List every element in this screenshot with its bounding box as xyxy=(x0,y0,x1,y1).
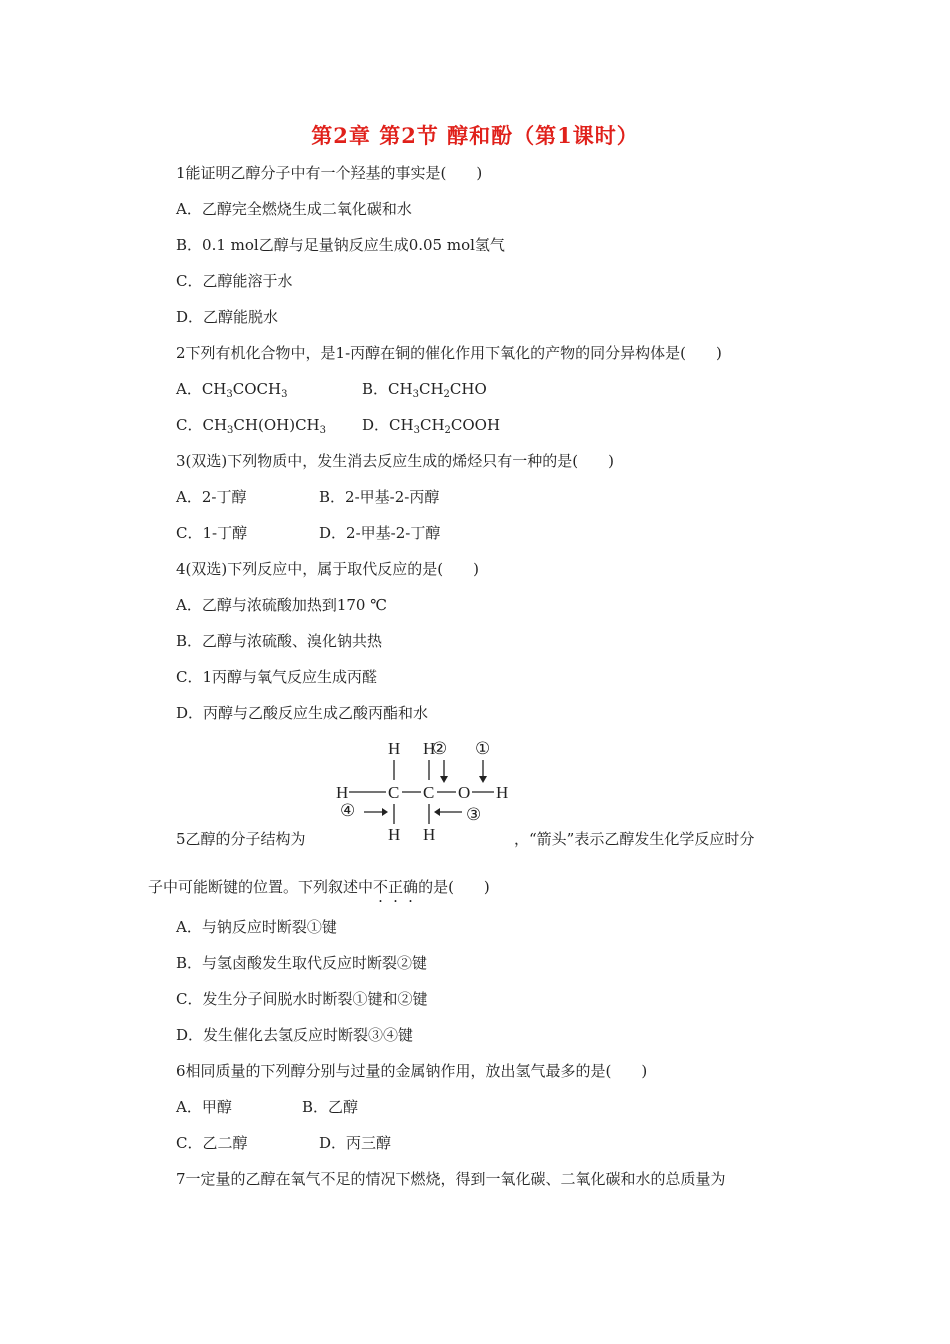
q1-stem: 1能证明乙醇分子中有一个羟基的事实是( ) xyxy=(176,164,483,182)
q3-option-a: A．2-丁醇 xyxy=(176,488,247,506)
q5-stem-line2 xyxy=(148,877,490,897)
q6-stem: 6相同质量的下列醇分别与过量的金属钠作用，放出氢气最多的是( ) xyxy=(176,1062,648,1080)
mark-4: ④ xyxy=(340,801,356,820)
ethanol-structure-diagram xyxy=(330,736,520,846)
q5-stem-line2-pre: 子中可能断键的位置。下列叙述中 xyxy=(148,878,374,896)
q2-option-a: A．$CH_3COCH_3$ xyxy=(176,380,288,400)
q1-option-b: B．0.1 mol乙醇与足量钠反应生成0.05 mol氢气 xyxy=(176,236,505,254)
q2-option-c: C．$CH_3CH(OH)CH_3$ xyxy=(176,416,326,436)
q6-option-c: C．乙二醇 xyxy=(176,1134,248,1152)
atom-o: O xyxy=(458,783,471,802)
q5-stem-line2-post: 的是( ) xyxy=(418,878,490,896)
q3-option-d: D．2-甲基-2-丁醇 xyxy=(319,524,441,542)
q2-option-b: B．$CH_3CH_2CHO$ xyxy=(362,380,487,400)
emphasis-char: 不 xyxy=(373,878,389,896)
q1-option-c: C．乙醇能溶于水 xyxy=(176,272,293,290)
atom-h-left: H xyxy=(336,783,349,802)
q2-stem: 2下列有机化合物中，是1-丙醇在铜的催化作用下氧化的产物的同分异构体是( ) xyxy=(176,344,722,362)
q4-option-a: A．乙醇与浓硫酸加热到170 ℃ xyxy=(176,596,388,614)
mark-2: ② xyxy=(432,739,448,758)
q4-stem: 4(双选)下列反应中，属于取代反应的是( ) xyxy=(176,560,479,578)
q1-option-a: A．乙醇完全燃烧生成二氧化碳和水 xyxy=(176,200,412,218)
q3-stem: 3(双选)下列物质中，发生消去反应生成的烯烃只有一种的是( ) xyxy=(176,452,614,470)
q3-option-b: B．2-甲基-2-丙醇 xyxy=(319,488,440,506)
q6-option-a: A．甲醇 xyxy=(176,1098,232,1116)
atom-h-top-2: H xyxy=(423,739,436,758)
emphasis-char: 正 xyxy=(388,878,404,896)
q5-option-d: D．发生催化去氢反应时断裂③④键 xyxy=(176,1026,414,1044)
emphasis-char: 确 xyxy=(403,878,419,896)
atom-h-bottom-1: H xyxy=(388,825,401,844)
q1-option-d: D．乙醇能脱水 xyxy=(176,308,279,326)
page-title: 第2章 第2节 醇和酚（第1课时） xyxy=(311,123,639,148)
atom-h-right: H xyxy=(496,783,509,802)
q5-option-a: A．与钠反应时断裂①键 xyxy=(176,918,337,936)
q5-stem-post: ，“箭头”表示乙醇发生化学反应时分 xyxy=(514,830,755,848)
q4-option-d: D．丙醇与乙酸反应生成乙酸丙酯和水 xyxy=(176,704,429,722)
mark-3: ③ xyxy=(466,805,482,824)
q5-option-b: B．与氢卤酸发生取代反应时断裂②键 xyxy=(176,954,428,972)
q3-option-c: C．1-丁醇 xyxy=(176,524,248,542)
q4-option-b: B．乙醇与浓硫酸、溴化钠共热 xyxy=(176,632,383,650)
atom-h-bottom-2: H xyxy=(423,825,436,844)
atom-c-1: C xyxy=(388,783,400,802)
q6-option-b: B．乙醇 xyxy=(302,1098,359,1116)
mark-1: ① xyxy=(475,739,491,758)
q4-option-c: C．1丙醇与氧气反应生成丙醛 xyxy=(176,668,378,686)
q2-option-d: D．$CH_3CH_2COOH$ xyxy=(362,416,501,436)
atom-h-top-1: H xyxy=(388,739,401,758)
atom-c-2: C xyxy=(423,783,435,802)
q5-option-c: C．发生分子间脱水时断裂①键和②键 xyxy=(176,990,428,1008)
q6-option-d: D．丙三醇 xyxy=(319,1134,392,1152)
q5-stem-pre: 5乙醇的分子结构为 xyxy=(176,830,306,848)
q7-stem: 7一定量的乙醇在氧气不足的情况下燃烧，得到一氧化碳、二氧化碳和水的总质量为 xyxy=(176,1170,726,1188)
q5-emphasis-text xyxy=(373,878,418,896)
